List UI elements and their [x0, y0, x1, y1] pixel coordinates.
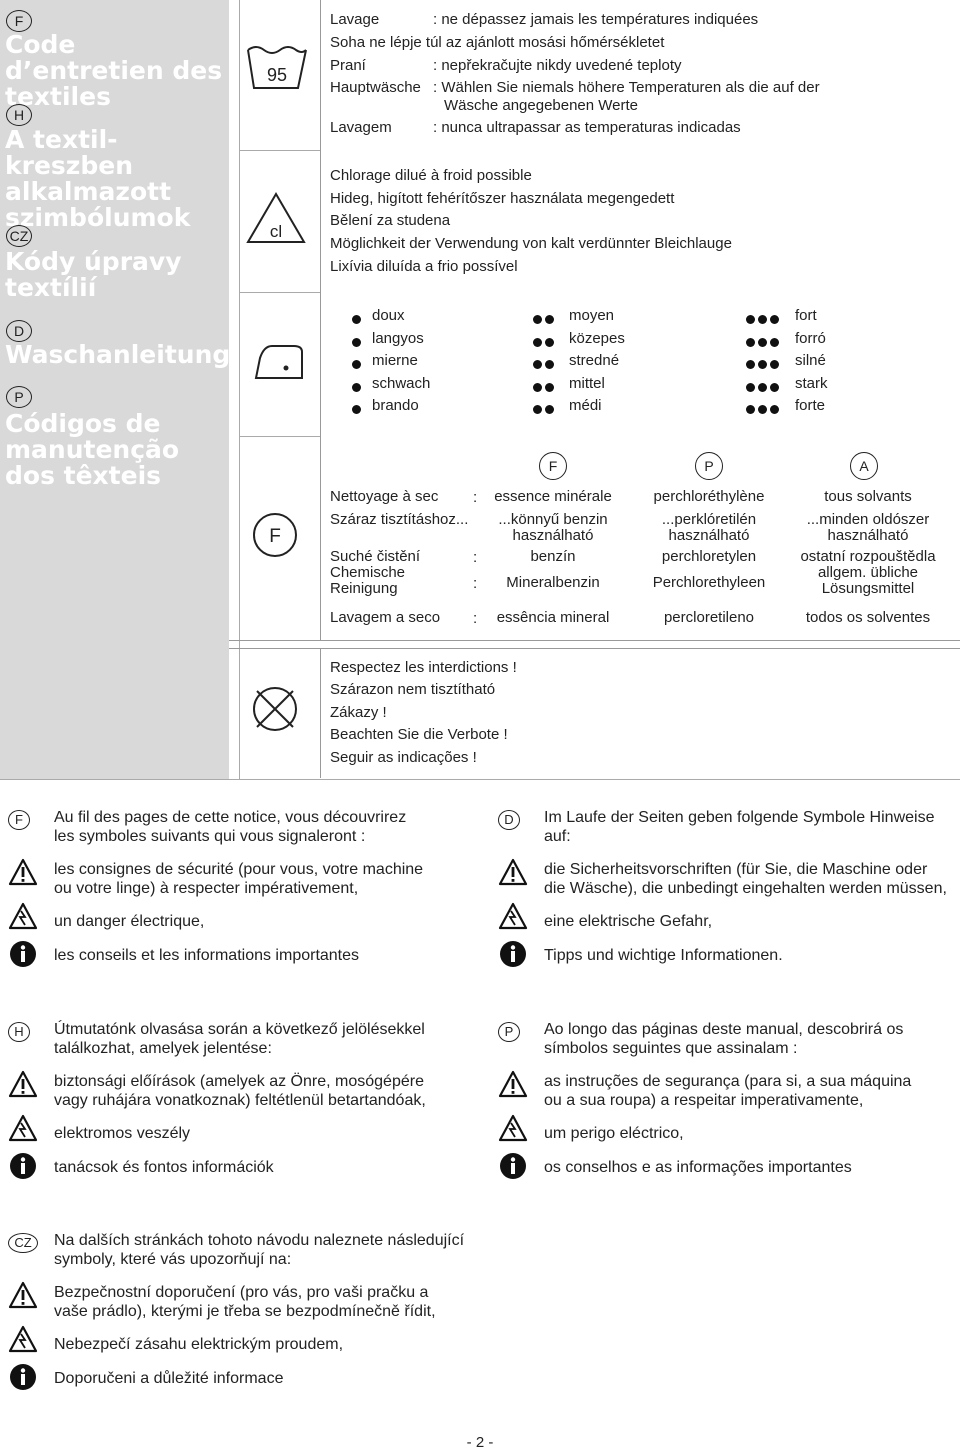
- divider: [320, 0, 321, 640]
- iron-level-label: stark: [795, 375, 828, 392]
- divider: [229, 640, 960, 641]
- dot-icon: [770, 383, 779, 392]
- wash-text: : ne dépassez jamais les températures indiquées: [433, 11, 759, 28]
- sidebar-title: Códigos de manutenção dos têxteis: [5, 409, 180, 490]
- notice-info: Doporučeni a důležité informace: [54, 1370, 284, 1387]
- sidebar: [0, 0, 229, 780]
- dot-icon: [533, 360, 542, 369]
- dot-icon: [352, 315, 361, 324]
- bleach-line: Lixívia diluída a frio possível: [330, 258, 518, 275]
- notice-safety: as instruções de segurança (para si, a sua máquina ou a sua roupa) a respeitar imperativamente,: [544, 1073, 912, 1109]
- dry-colon: :: [473, 489, 478, 506]
- notice-electric: elektromos veszély: [54, 1125, 191, 1142]
- iron-level-label: langyos: [372, 330, 424, 347]
- iron-level-label: forró: [795, 330, 826, 347]
- iron-level-label: moyen: [569, 307, 615, 324]
- notice-intro: Au fil des pages de cette notice, vous découvrirez les symboles suivants qui vous signaleront :: [54, 809, 407, 845]
- bleach-line: Möglichkeit der Verwendung von kalt verdünnter Bleichlauge: [330, 235, 732, 252]
- iron-dots: [746, 356, 782, 374]
- notice-electric: eine elektrische Gefahr,: [544, 913, 713, 930]
- notice-intro: Im Laufe der Seiten geben folgende Symbole Hinweise auf:: [544, 809, 935, 845]
- dot-icon: [758, 383, 767, 392]
- dot-icon: [545, 315, 554, 324]
- bleach-line: Hideg, higított fehérítőszer használata megengedett: [330, 190, 675, 207]
- dot-icon: [770, 405, 779, 414]
- lang-badge: F: [8, 810, 30, 830]
- notice-electric: Nebezpečí zásahu elektrickým proudem,: [54, 1336, 344, 1353]
- notice-electric: un danger électrique,: [54, 913, 205, 930]
- dry-cell: perchloretylen: [661, 548, 757, 565]
- dot-icon: [352, 360, 361, 369]
- wash-tub-icon: [244, 40, 308, 92]
- dry-cell: ...perklóretilén használható: [661, 511, 757, 544]
- notice-info: les conseils et les informations importantes: [54, 947, 360, 964]
- dry-cell: ...minden oldószer használható: [806, 511, 930, 544]
- dot-icon: [746, 315, 755, 324]
- dot-icon: [758, 405, 767, 414]
- iron-level-label: silné: [795, 352, 826, 369]
- iron-level-label: mittel: [569, 375, 605, 392]
- info-icon: [9, 1152, 37, 1180]
- divider: [320, 648, 321, 778]
- dot-icon: [770, 338, 779, 347]
- dot-icon: [533, 405, 542, 414]
- dry-row-label: Lavagem a seco: [330, 609, 441, 626]
- wash-text: : nepřekračujte nikdy uvedené teploty: [433, 57, 682, 74]
- lang-badge: CZ: [6, 225, 32, 247]
- dot-icon: [746, 360, 755, 369]
- dry-cell: todos os solventes: [805, 609, 931, 626]
- dry-row-label: Száraz tisztításhoz...: [330, 511, 469, 528]
- iron-dots: [352, 334, 364, 352]
- iron-dots: [746, 311, 782, 329]
- info-icon: [499, 940, 527, 968]
- wash-text: Wäsche angegebenen Werte: [444, 97, 639, 114]
- lang-badge: CZ: [8, 1233, 38, 1253]
- dot-icon: [545, 383, 554, 392]
- dry-row-label: Nettoyage à sec: [330, 488, 439, 505]
- electric-hazard-icon: [8, 902, 38, 930]
- iron-level-label: fort: [795, 307, 817, 324]
- sidebar-title: Code d’entretien des textiles: [5, 30, 223, 111]
- dry-cell: benzín: [530, 548, 576, 565]
- sidebar-title: Kódy úpravy textílií: [5, 247, 182, 302]
- divider: [239, 0, 240, 780]
- notice-safety: les consignes de sécurité (pour vous, votre machine ou votre linge) à respecter impérativement,: [54, 861, 424, 897]
- dot-icon: [545, 338, 554, 347]
- iron-dots: [533, 334, 557, 352]
- iron-dots: [533, 379, 557, 397]
- wash-temp-label: 95: [266, 65, 288, 85]
- iron-level-label: doux: [372, 307, 405, 324]
- electric-hazard-icon: [498, 1114, 528, 1142]
- dry-column-head: P: [695, 452, 723, 480]
- wash-label: Soha ne lépje túl az ajánlott mosási hőmérsékletet: [330, 34, 665, 51]
- notice-safety: die Sicherheitsvorschriften (für Sie, die Maschine oder die Wäsche), die unbedingt eingehalten werden müssen,: [544, 861, 947, 897]
- dot-icon: [758, 360, 767, 369]
- dot-icon: [533, 315, 542, 324]
- sidebar-title: Waschanleitung: [5, 340, 231, 369]
- dot-icon: [758, 315, 767, 324]
- warning-triangle-icon: [8, 1281, 38, 1309]
- dry-colon: :: [473, 610, 478, 627]
- dry-cell: essence minérale: [494, 488, 612, 505]
- bleach-line: Bělení za studena: [330, 212, 451, 229]
- dot-icon: [746, 383, 755, 392]
- iron-dots: [746, 334, 782, 352]
- notice-safety: biztonsági előírások (amelyek az Önre, mosógépére vagy ruhájára vonatkoznak) feltétlenül betartandóak,: [54, 1073, 426, 1109]
- divider: [229, 648, 960, 649]
- dot-icon: [545, 360, 554, 369]
- notice-info: Tipps und wichtige Informationen.: [544, 947, 783, 964]
- notice-intro: Útmutatónk olvasása során a következő jelölésekkel találkozhat, amelyek jelentése:: [54, 1021, 425, 1057]
- dry-row-label: Chemische Reinigung: [330, 564, 406, 597]
- forbid-line: Zákazy !: [330, 704, 387, 721]
- lang-badge: F: [6, 10, 32, 32]
- iron-dots: [352, 356, 364, 374]
- iron-dots: [352, 311, 364, 329]
- iron-dots: [746, 379, 782, 397]
- iron-level-label: közepes: [569, 330, 625, 347]
- iron-dots: [533, 401, 557, 419]
- dot-icon: [746, 405, 755, 414]
- dry-colon: :: [473, 549, 478, 566]
- divider: [240, 150, 320, 151]
- divider: [240, 436, 320, 437]
- electric-hazard-icon: [8, 1114, 38, 1142]
- divider: [240, 292, 320, 293]
- dot-icon: [770, 315, 779, 324]
- iron-dots: [533, 311, 557, 329]
- dot-icon: [746, 338, 755, 347]
- info-icon: [9, 940, 37, 968]
- dry-label: F: [269, 526, 281, 547]
- iron-dots: [352, 379, 364, 397]
- no-dry-clean-icon: [252, 686, 298, 732]
- warning-triangle-icon: [498, 1070, 528, 1098]
- sidebar-title: A textil-kreszben alkalmazott szimbólumok: [5, 125, 191, 232]
- notice-info: os conselhos e as informações importantes: [544, 1159, 852, 1176]
- dry-clean-icon: [252, 512, 298, 558]
- divider: [0, 779, 960, 780]
- dot-icon: [545, 405, 554, 414]
- notice-info: tanácsok és fontos információk: [54, 1159, 274, 1176]
- wash-label: Praní: [330, 57, 366, 74]
- notice-intro: Ao longo das páginas deste manual, descobrirá os símbolos seguintes que assinalam :: [544, 1021, 904, 1057]
- dry-column-head: F: [539, 452, 567, 480]
- dot-icon: [770, 360, 779, 369]
- dry-cell: perchloréthylène: [653, 488, 765, 505]
- bleach-label: cl: [269, 222, 283, 241]
- dot-icon: [352, 383, 361, 392]
- dry-cell: ...könnyű benzin használható: [498, 511, 608, 544]
- warning-triangle-icon: [8, 858, 38, 886]
- forbid-line: Seguir as indicações !: [330, 749, 477, 766]
- electric-hazard-icon: [8, 1325, 38, 1353]
- page-number: - 2 -: [466, 1434, 494, 1451]
- lang-badge: D: [498, 810, 520, 830]
- lang-badge: P: [498, 1022, 520, 1042]
- iron-level-label: brando: [372, 397, 419, 414]
- wash-label: Hauptwäsche: [330, 79, 421, 96]
- iron-level-label: schwach: [372, 375, 431, 392]
- dry-cell: essência mineral: [496, 609, 610, 626]
- dry-column-head: A: [850, 452, 878, 480]
- iron-dots: [533, 356, 557, 374]
- dry-cell: percloretileno: [663, 609, 755, 626]
- forbid-line: Beachten Sie die Verbote !: [330, 726, 508, 743]
- notice-safety: Bezpečnostní doporučení (pro vás, pro vaši pračku a vaše prádlo), kterými je třeba se bezpodmínečně řídit,: [54, 1284, 436, 1320]
- info-icon: [9, 1363, 37, 1391]
- notice-electric: um perigo eléctrico,: [544, 1125, 684, 1142]
- wash-label: Lavage: [330, 11, 380, 28]
- lang-badge: H: [8, 1022, 30, 1042]
- dot-icon: [352, 338, 361, 347]
- dry-cell: ostatní rozpouštědla: [800, 548, 936, 565]
- warning-triangle-icon: [8, 1070, 38, 1098]
- lang-badge: H: [6, 104, 32, 126]
- forbid-line: Respectez les interdictions !: [330, 659, 517, 676]
- notice-intro: Na dalších stránkách tohoto návodu naleznete následující symboly, které vás upozorňují na:: [54, 1232, 465, 1268]
- iron-level-label: mierne: [372, 352, 418, 369]
- warning-triangle-icon: [498, 858, 528, 886]
- iron-icon: [248, 338, 308, 382]
- dry-cell: Perchlorethyleen: [652, 574, 766, 591]
- iron-dots: [746, 401, 782, 419]
- iron-dots: [352, 401, 364, 419]
- dot-icon: [533, 338, 542, 347]
- dot-icon: [352, 405, 361, 414]
- dry-cell: allgem. übliche Lösungsmittel: [817, 564, 919, 597]
- iron-level-label: médi: [569, 397, 602, 414]
- dry-cell: Mineralbenzin: [506, 574, 600, 591]
- dry-colon: :: [473, 575, 478, 592]
- dry-row-label: Suché čistění: [330, 548, 421, 565]
- info-icon: [499, 1152, 527, 1180]
- lang-badge: P: [6, 386, 32, 408]
- dry-cell: tous solvants: [824, 488, 912, 505]
- iron-level-label: stredné: [569, 352, 620, 369]
- dot-icon: [533, 383, 542, 392]
- bleach-line: Chlorage dilué à froid possible: [330, 167, 532, 184]
- wash-text: : nunca ultrapassar as temperaturas indicadas: [433, 119, 741, 136]
- wash-text: : Wählen Sie niemals höhere Temperaturen als die auf der: [433, 79, 820, 96]
- lang-badge: D: [6, 320, 32, 342]
- bleach-triangle-icon: [246, 192, 306, 244]
- electric-hazard-icon: [498, 902, 528, 930]
- wash-label: Lavagem: [330, 119, 392, 136]
- dot-icon: [758, 338, 767, 347]
- forbid-line: Szárazon nem tisztítható: [330, 681, 496, 698]
- iron-level-label: forte: [795, 397, 826, 414]
